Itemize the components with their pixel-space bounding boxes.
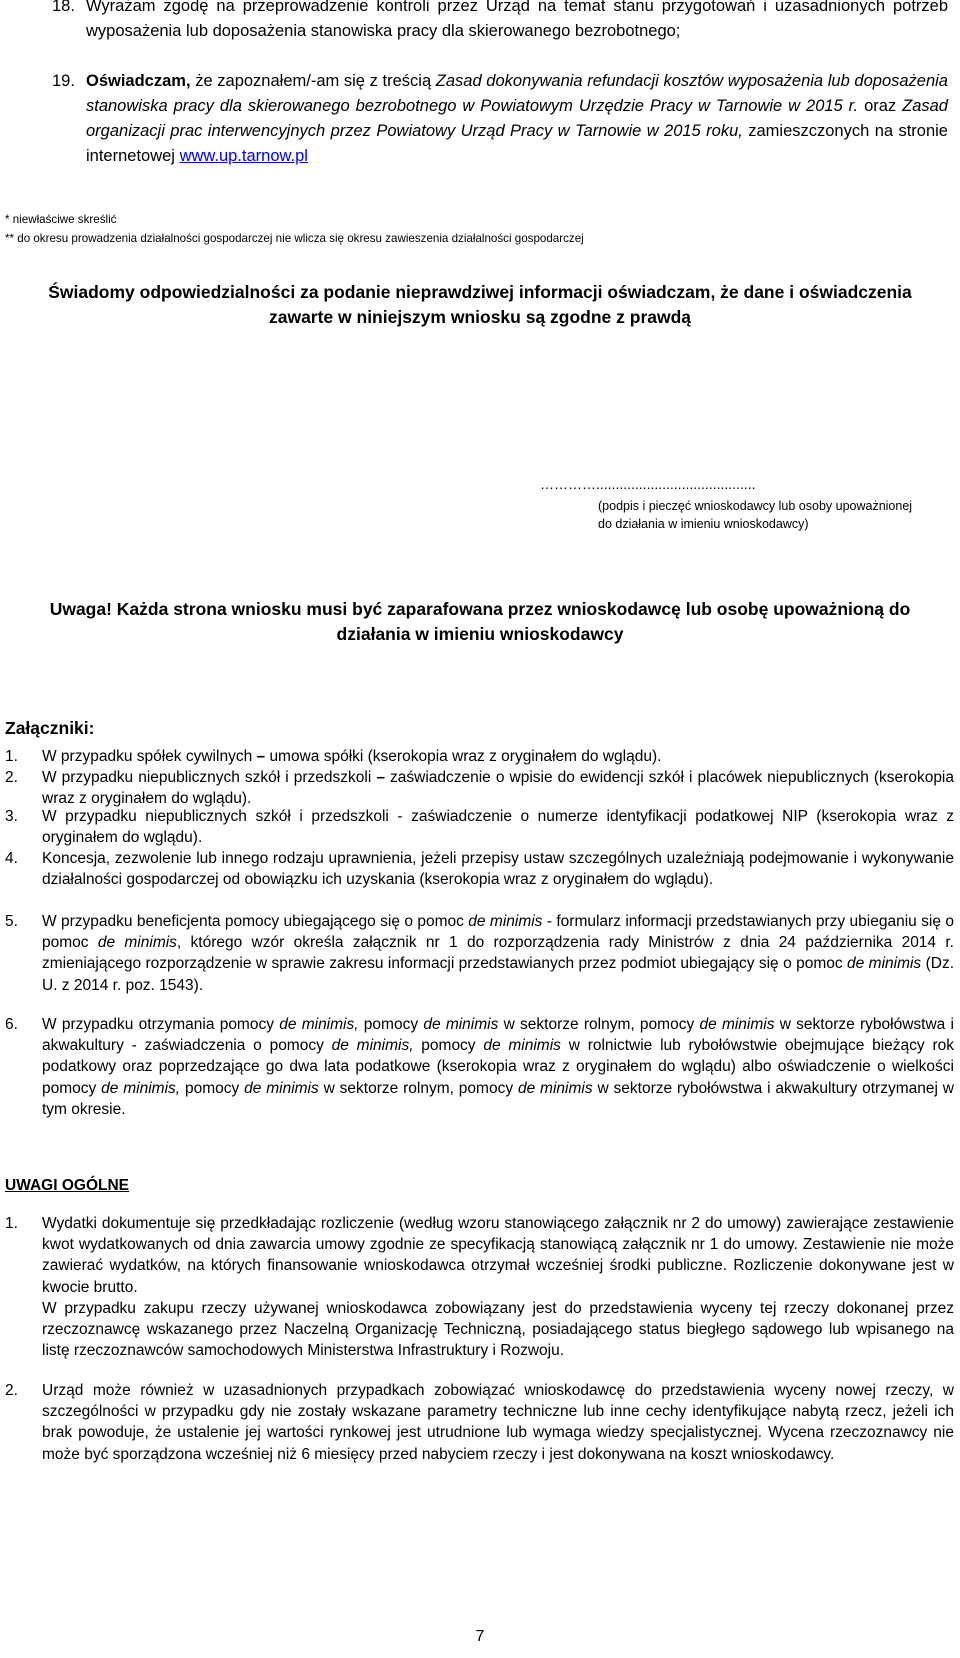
item-number: 6. xyxy=(5,1016,18,1033)
item-number: 4. xyxy=(5,850,18,867)
text-run: W przypadku beneficjenta pomocy ubiegającego się o pomoc xyxy=(42,913,469,930)
item-number: 19. xyxy=(52,72,75,90)
document-title-ref: Zasad dokonywania refundacji kosztów wyposażenia lub doposażenia stanowiska pracy dla skierowanego bezrobotnego w Powiatowym Urzędzie Pracy w Tarnowie w 2015 r. xyxy=(86,72,948,115)
text-run: W przypadku spółek cywilnych xyxy=(42,748,253,765)
text-run: w sektorze rybołówstwa i akwakultury otrzymanej w tym okresie. xyxy=(42,1079,954,1118)
italic-term: de minimis xyxy=(847,955,922,973)
italic-term: de minimis xyxy=(468,913,543,930)
text-run: w sektorze rolnym, pomocy xyxy=(498,1016,700,1033)
document-title-ref: Zasad organizacji prac interwencyjnych przez Powiatowy Urząd Pracy w Tarnowie w 2015 roku, xyxy=(86,97,948,140)
item-text: Koncesja, zezwolenie lub innego rodzaju uprawnienia, jeżeli przepisy ustaw szczególnych uzależniają podejmowanie i wykonywanie działalności gospodarczej od obowiązku ich uzyskania (kserokopia wraz z oryginałem do wglądu). xyxy=(42,850,954,889)
item-text xyxy=(42,1213,954,1361)
item-text: Wyrażam zgodę na przeprowadzenie kontroli przez Urząd na temat stanu przygotowań i uzasadnionych potrzeb wyposażenia lub doposażenia stanowiska pracy dla skierowanego bezrobotnego; xyxy=(86,0,948,40)
text-run: pomocy xyxy=(358,1016,424,1033)
signature-line: …………......................................... xyxy=(540,476,756,492)
text-run: że zapoznałem/-am się z treścią xyxy=(190,72,436,90)
italic-term: de minimis xyxy=(517,1079,593,1097)
italic-term: de minimis xyxy=(699,1016,775,1033)
item-text xyxy=(42,746,954,767)
item-text xyxy=(42,1014,954,1120)
page-number: 7 xyxy=(475,1628,485,1645)
text-run: W przypadku niepublicznych szkół i przedszkoli xyxy=(42,769,372,786)
statement-item-19 xyxy=(0,69,960,199)
item-text xyxy=(42,911,954,996)
website-link[interactable]: www.up.tarnow.pl xyxy=(179,147,308,165)
paragraph: Wydatki dokumentuje się przedkładając rozliczenie (według wzoru stanowiącego załącznik nr 2 do umowy) zawierające zestawienie kwot wydatkowanych od dnia zawarcia umowy zgodnie ze specyfikacją stanowiącą załącznik nr 1 do umowy. Zestawienie nie może zawierać wydatków, na których finansowanie wnioskodawca otrzymał wcześniej środki publiczne. Rozliczenie dokonywane jest w kwocie brutto. xyxy=(42,1215,954,1296)
item-number: 2. xyxy=(5,1382,18,1399)
text-run: w sektorze rolnym, pomocy xyxy=(318,1079,518,1097)
item-number: 2. xyxy=(5,769,18,786)
italic-term: de minimis xyxy=(244,1079,319,1097)
item-text xyxy=(42,767,954,809)
warning-text: Każda strona wniosku musi być zaparafowana przez wnioskodawcę lub osobę upoważnioną do działania w imieniu wnioskodawcy xyxy=(111,599,911,644)
bold-lead: Oświadczam, xyxy=(86,72,191,90)
paragraph: W przypadku zakupu rzeczy używanej wnioskodawca zobowiązany jest do przedstawienia wyceny tej rzeczy dokonanej przez rzeczoznawcę wskazanego przez Naczelną Organizację Techniczną, posiadającego status biegłego sądowego lub wpisanego na listę rzeczoznawców samochodowych Ministerstwa Infrastruktury i Rozwoju. xyxy=(42,1299,954,1360)
text-run: pomocy xyxy=(180,1079,245,1097)
italic-term: de minimis, xyxy=(331,1037,414,1055)
general-remarks-heading: UWAGI OGÓLNE xyxy=(5,1177,129,1194)
text-run: w sektorze rybołówstwa i akwakultury - zaświadczenia o pomocy xyxy=(42,1016,954,1055)
item-number: 3. xyxy=(5,808,18,825)
italic-term: de minimis, xyxy=(101,1079,181,1097)
italic-term: de minimis xyxy=(483,1037,561,1055)
statement-item-18 xyxy=(0,0,960,69)
text-run: pomocy xyxy=(413,1037,484,1055)
item-text xyxy=(86,69,948,169)
text-run: - formularz informacji przedstawianych przy ubieganiu się o pomoc xyxy=(42,913,954,952)
italic-term: de minimis, xyxy=(279,1016,359,1033)
text-run: , którego wzór określa załącznik nr 1 do rozporządzenia rady Ministrów z dnia 24 października 2014 r. zmieniającego rozporządzenie w sprawie zakresu informacji przedstawianych przez podmiot ubiegający się o pomoc xyxy=(42,934,954,973)
footnote-1: * niewłaściwe skreślić xyxy=(5,213,117,226)
declaration: Świadomy odpowiedzialności za podanie nieprawdziwej informacji oświadczam, że dane i oświadczenia zawarte w niniejszym wniosku są zgodne z prawdą xyxy=(48,282,912,327)
signature-caption: (podpis i pieczęć wnioskodawcy lub osoby upoważnionej do działania w imieniu wnioskodawcy) xyxy=(598,499,913,531)
text-run: W przypadku otrzymania pomocy xyxy=(42,1016,280,1033)
text-run: umowa spółki (kserokopia wraz z oryginałem do wglądu). xyxy=(269,748,662,765)
warning-label: Uwaga! xyxy=(49,599,112,619)
attachments-heading: Załączniki: xyxy=(5,718,95,738)
item-number: 5. xyxy=(5,913,18,930)
footnote-2: ** do okresu prowadzenia działalności gospodarczej nie wlicza się okresu zawieszenia działalności gospodarczej xyxy=(5,232,584,245)
item-number: 1. xyxy=(5,1215,18,1232)
text-run: zamieszczonych na stronie internetowej xyxy=(86,122,948,165)
item-text: Urząd może również w uzasadnionych przypadkach zobowiązać wnioskodawcę do przedstawienia wyceny nowej rzeczy, w szczególności w przypadku gdy nie zostały wskazane parametry techniczne lub inne cechy identyfikujące nabytą rzecz, jeżeli ich brak powoduje, że ustalenie jej wartości rynkowej jest utrudnione lub wymaga wiedzy specjalistycznej. Wycena rzeczoznawcy nie może być sporządzona wcześniej niż 6 miesięcy przed nabyciem rzeczy i jest dokonywana na koszt wnioskodawcy. xyxy=(42,1382,954,1463)
text-run: w rolnictwie lub rybołówstwie obejmujące bieżący rok podatkowy oraz poprzedzające go dwa lata podatkowe (kserokopia wraz z oryginałem do wglądu) albo oświadczenie o wielkości pomocy xyxy=(42,1037,954,1097)
item-text: W przypadku niepublicznych szkół i przedszkoli - zaświadczenie o numerze identyfikacji podatkowej NIP (kserokopia wraz z oryginałem do wglądu). xyxy=(42,808,954,847)
italic-term: de minimis xyxy=(423,1016,499,1033)
warning-note xyxy=(20,597,940,647)
text-run: oraz xyxy=(858,97,903,115)
dash: – xyxy=(371,769,390,786)
item-number: 18. xyxy=(52,0,75,15)
italic-term: de minimis xyxy=(97,934,177,952)
item-number: 1. xyxy=(5,748,18,765)
text-run: zaświadczenie o wpisie do ewidencji szkół i placówek niepublicznych (kserokopia wraz z oryginałem do wglądu). xyxy=(42,769,955,808)
dash: – xyxy=(252,748,270,765)
text-run: (Dz. U. z 2014 r. poz. 1543). xyxy=(42,955,954,994)
